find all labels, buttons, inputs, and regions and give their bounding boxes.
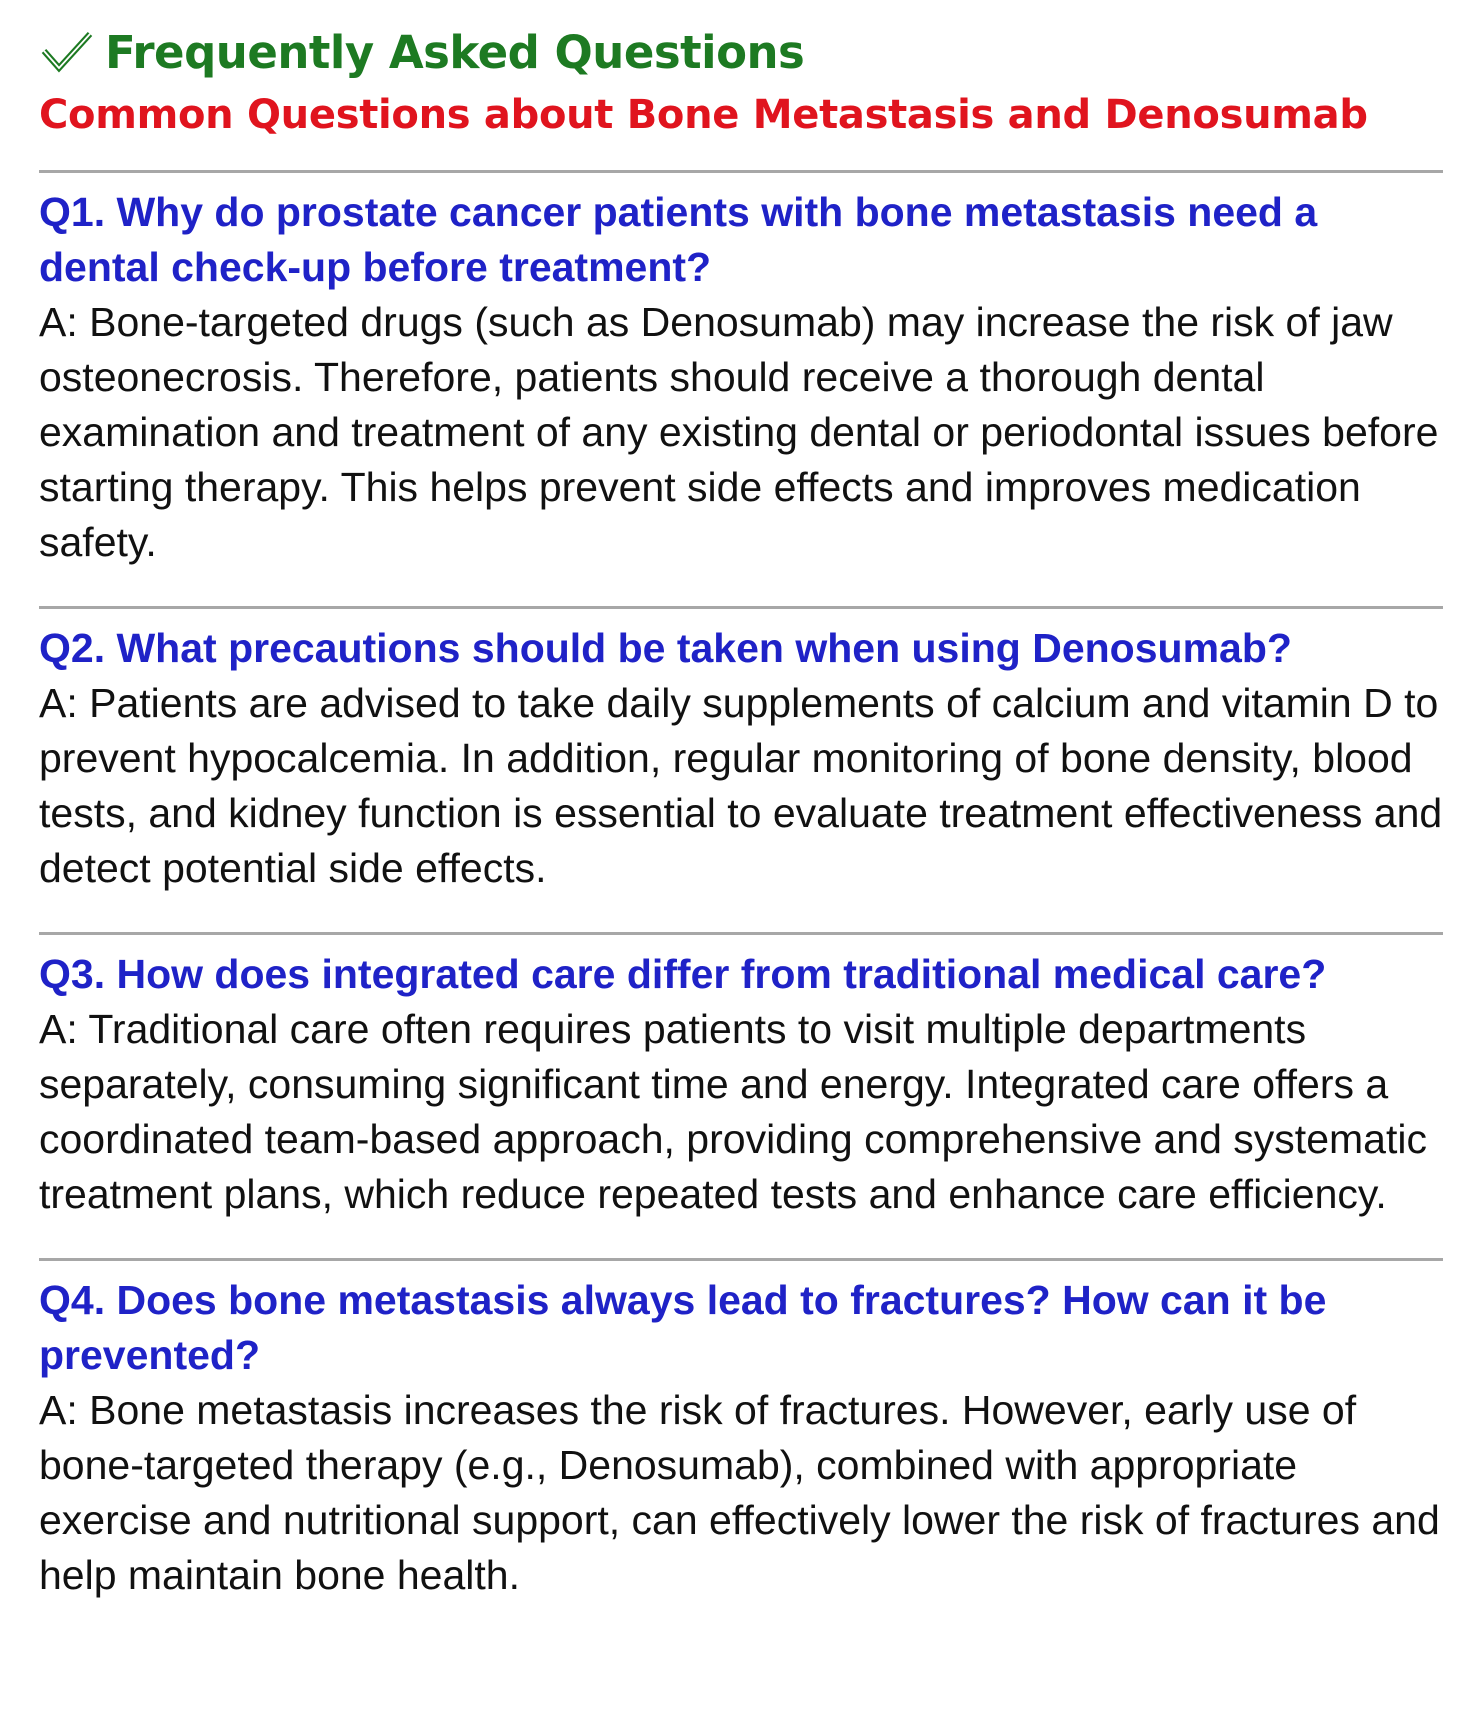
faq-list: [39, 170, 1449, 1639]
faq-answer-4: A: Bone metastasis increases the risk of fractures. However, early use of bone-targeted therapy (e.g., Denosumab), combined with appropriate exercise and nutritional support, can effectively lower the risk of fractures and help maintain bone health.: [39, 1387, 1440, 1598]
title-row: [39, 18, 1449, 86]
faq-answer-1: A: Bone-targeted drugs (such as Denosumab) may increase the risk of jaw osteonecrosis. Therefore, patients should receive a thorough dental examination and treatment of any existing dental or periodontal issues before starting therapy. This helps prevent side effects and improves medication safety.: [39, 299, 1439, 565]
faq-question-3: Q3. How does integrated care differ from traditional medical care?: [39, 951, 1327, 997]
faq-answer-3: A: Traditional care often requires patients to visit multiple departments separately, consuming significant time and energy. Integrated care offers a coordinated team-based approach, providing comprehensive and systematic treatment plans, which reduce repeated tests and enhance care efficiency.: [39, 1006, 1427, 1217]
faq-question-4: Q4. Does bone metastasis always lead to fractures? How can it be prevented?: [39, 1277, 1327, 1378]
faq-item-3: [39, 935, 1449, 1258]
page-subtitle: Common Questions about Bone Metastasis and Denosumab: [39, 92, 1368, 138]
faq-item-2: [39, 609, 1449, 932]
faq-question-1: Q1. Why do prostate cancer patients with bone metastasis need a dental check-up before treatment?: [39, 189, 1318, 290]
faq-item-1: [39, 173, 1449, 606]
faq-item-4: [39, 1261, 1449, 1639]
page-title: Frequently Asked Questions: [105, 25, 805, 79]
faq-question-2: Q2. What precautions should be taken when using Denosumab?: [39, 625, 1292, 671]
checkmark-icon: [39, 27, 95, 77]
faq-answer-2: A: Patients are advised to take daily supplements of calcium and vitamin D to prevent hypocalcemia. In addition, regular monitoring of bone density, blood tests, and kidney function is essential to evaluate treatment effectiveness and detect potential side effects.: [39, 680, 1443, 891]
faq-page: [39, 18, 1449, 1639]
